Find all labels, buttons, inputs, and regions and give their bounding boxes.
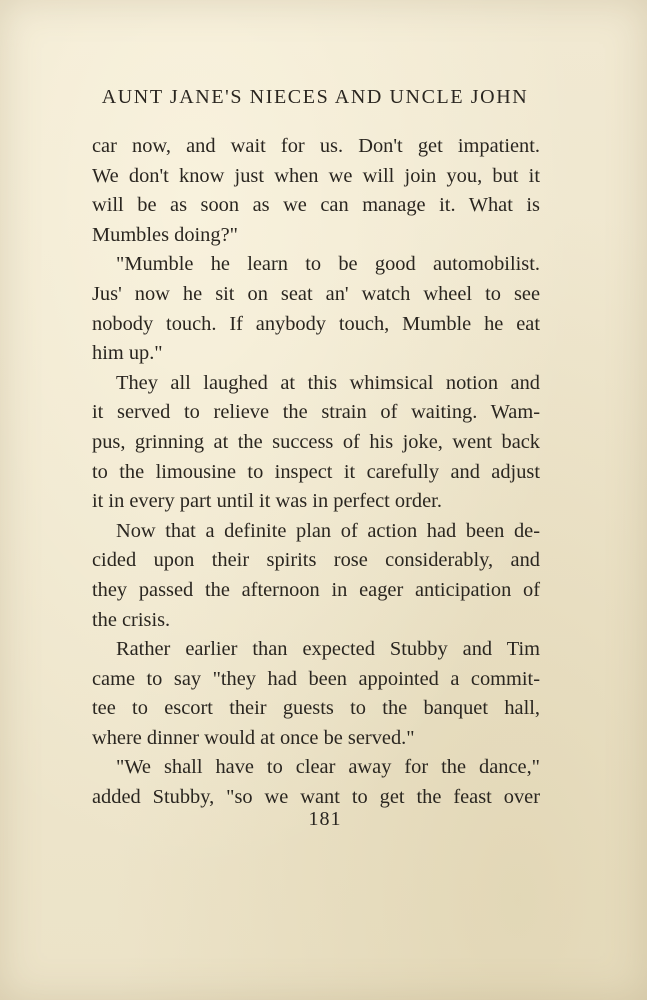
text-line: will be as soon as we can manage it. What is xyxy=(92,194,540,217)
text-line: the crisis. xyxy=(92,608,171,631)
text-line: where dinner would at once be served." xyxy=(92,726,415,749)
text-line: Jus' now he sit on seat an' watch wheel to see xyxy=(92,282,540,305)
text-line: We don't know just when we will join you, but it xyxy=(92,164,540,187)
text-line: nobody touch. If anybody touch, Mumble he eat xyxy=(92,312,540,335)
text-line: They all laughed at this whimsical notion and xyxy=(116,371,540,394)
text-line: tee to escort their guests to the banquet hall, xyxy=(92,697,540,720)
text-line: pus, grinning at the success of his joke, went back xyxy=(92,430,540,453)
text-line: Rather earlier than expected Stubby and Tim xyxy=(116,638,540,661)
text-line: came to say "they had been appointed a commit- xyxy=(92,667,540,690)
body-text xyxy=(92,132,540,813)
text-line: they passed the afternoon in eager anticipation of xyxy=(92,578,540,601)
text-line: Mumbles doing?" xyxy=(92,223,238,246)
text-line: added Stubby, "so we want to get the feast over xyxy=(92,786,540,809)
text-line: "We shall have to clear away for the dance," xyxy=(116,756,540,779)
text-line: to the limousine to inspect it carefully and adjust xyxy=(92,460,540,483)
text-line: it in every part until it was in perfect order. xyxy=(92,490,442,513)
running-title: AUNT JANE'S NIECES AND UNCLE JOHN xyxy=(101,86,529,108)
text-line: car now, and wait for us. Don't get impatient. xyxy=(92,135,540,157)
text-line: cided upon their spirits rose considerably, and xyxy=(92,549,540,572)
text-line: "Mumble he learn to be good automobilist. xyxy=(116,253,540,276)
text-line: him up." xyxy=(92,342,163,365)
text-line: Now that a definite plan of action had been de- xyxy=(116,519,540,542)
text-line: it served to relieve the strain of waiting. Wam- xyxy=(92,401,540,424)
page-number: 181 xyxy=(308,808,342,830)
